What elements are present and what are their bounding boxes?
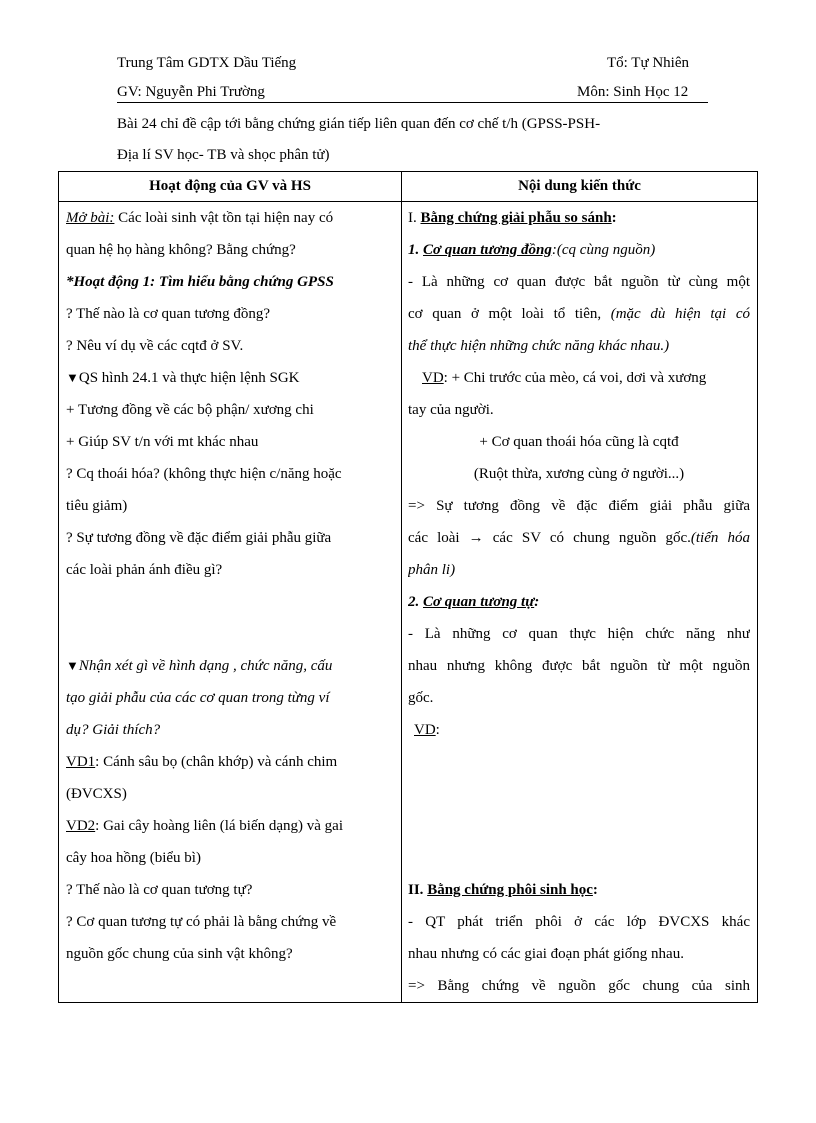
- question-2: ? Nêu ví dụ về các cqtđ ở SV.: [66, 338, 244, 354]
- homologous-example-cont: tay của người.: [408, 402, 494, 418]
- homologous-conclusion-cont: các loài → các SV có chung nguồn gốc.(tiến hóa: [408, 530, 750, 546]
- homologous-conclusion: => Sự tương đồng về đặc điểm giải phẫu giữa: [408, 498, 750, 514]
- analogous-example: VD:: [414, 722, 440, 738]
- intro-line-1: Bài 24 chỉ đề cập tới bằng chứng gián tiếp liên quan đến cơ chế t/h (GPSS-PSH-: [117, 116, 601, 132]
- intro-question: Mở bài: Các loài sinh vật tồn tại hiện nay có: [66, 210, 334, 226]
- question-6: ? Cơ quan tương tự có phải là bằng chứng về: [66, 914, 337, 930]
- question-1: ? Thế nào là cơ quan tương đồng?: [66, 306, 271, 322]
- col-header-content: Nội dung kiến thức: [402, 172, 758, 202]
- embryology-text-cont: nhau nhưng có các giai đoạn phát giống nhau.: [408, 946, 684, 962]
- spacer: [408, 810, 750, 842]
- example-1-cont: (ĐVCXS): [66, 786, 127, 802]
- header-rule: [117, 102, 708, 103]
- subsection-1-title: 1. Cơ quan tương đồng:(cq cùng nguồn): [408, 242, 656, 258]
- triangle-marker-icon: ▼: [66, 658, 79, 673]
- analogous-definition-end: gốc.: [408, 690, 434, 706]
- homologous-definition: - Là những cơ quan được bắt nguồn từ cùng một: [408, 274, 750, 290]
- question-4-cont: các loài phản ánh điều gì?: [66, 562, 223, 578]
- question-4: ? Sự tương đồng về đặc điểm giải phẫu giữa: [66, 530, 332, 546]
- embryology-text: - QT phát triển phôi ở các lớp ĐVCXS khác: [408, 914, 750, 930]
- question-5: ? Thế nào là cơ quan tương tự?: [66, 882, 253, 898]
- analogous-definition: - Là những cơ quan thực hiện chức năng như: [408, 626, 750, 642]
- section-2-title: II. Bằng chứng phôi sinh học:: [408, 882, 598, 898]
- question-3-cont: tiêu giảm): [66, 498, 128, 514]
- activity-1-title: *Hoạt động 1: Tìm hiểu bằng chứng GPSS: [66, 274, 334, 290]
- answer-1: + Tương đồng về các bộ phận/ xương chi: [66, 402, 314, 418]
- homologous-example: VD: + Chi trước của mèo, cá voi, dơi và xương: [422, 370, 707, 386]
- teacher-name: GV: Nguyễn Phi Trường: [117, 84, 265, 100]
- section-1-title: I. Bằng chứng giải phẫu so sánh:: [408, 210, 617, 226]
- spacer: [408, 842, 750, 874]
- intro-question-cont: quan hệ họ hàng không? Bằng chứng?: [66, 242, 296, 258]
- example-1: VD1: Cánh sâu bọ (chân khớp) và cánh chim: [66, 754, 338, 770]
- homologous-conclusion-end: phân li): [408, 562, 456, 578]
- vestigial-organ-note: + Cơ quan thoái hóa cũng là cqtđ: [479, 434, 679, 450]
- question-3: ? Cq thoái hóa? (không thực hiện c/năng hoặc: [66, 466, 342, 482]
- lesson-table: [58, 171, 758, 1003]
- task-2-cont: tạo giải phẫu của các cơ quan trong từng ví: [66, 690, 330, 706]
- table-header-row: [59, 172, 758, 202]
- group-label: Tổ: Tự Nhiên: [607, 55, 690, 71]
- table-body-row: [59, 202, 758, 1003]
- homologous-definition-cont: cơ quan ở một loài tổ tiên, (mặc dù hiện tại có: [408, 306, 750, 322]
- col-header-activities: Hoạt động của GV và HS: [59, 172, 402, 202]
- content-cell: [402, 202, 758, 1003]
- task-1: ▼QS hình 24.1 và thực hiện lệnh SGK: [66, 370, 300, 386]
- embryology-conclusion: => Bằng chứng về nguồn gốc chung của sinh: [408, 978, 750, 994]
- analogous-definition-cont: nhau nhưng không được bắt nguồn từ một nguồn: [408, 658, 750, 674]
- subject-label: Môn: Sinh Học 12: [577, 84, 689, 100]
- spacer: [408, 746, 750, 778]
- answer-2: + Giúp SV t/n với mt khác nhau: [66, 434, 259, 450]
- center-name: Trung Tâm GDTX Dầu Tiếng: [117, 55, 297, 71]
- spacer: [66, 586, 395, 650]
- example-2-cont: cây hoa hồng (biểu bì): [66, 850, 201, 866]
- spacer: [408, 778, 750, 810]
- vestigial-organ-examples: (Ruột thừa, xương cùng ở người...): [473, 466, 685, 482]
- triangle-marker-icon: ▼: [66, 370, 79, 385]
- task-2-cont-2: dụ? Giải thích?: [66, 722, 161, 738]
- homologous-definition-note: thể thực hiện những chức năng khác nhau.): [408, 338, 670, 354]
- activities-cell: [59, 202, 402, 1003]
- question-6-cont: nguồn gốc chung của sinh vật không?: [66, 946, 293, 962]
- example-2: VD2: Gai cây hoàng liên (lá biến dạng) và gai: [66, 818, 343, 834]
- spacer: [66, 970, 395, 1002]
- intro-line-2: Địa lí SV học- TB và shọc phân tử): [117, 147, 330, 163]
- task-2: ▼Nhận xét gì về hình dạng , chức năng, cấu: [66, 658, 333, 674]
- subsection-2-title: 2. Cơ quan tương tự:: [408, 594, 540, 610]
